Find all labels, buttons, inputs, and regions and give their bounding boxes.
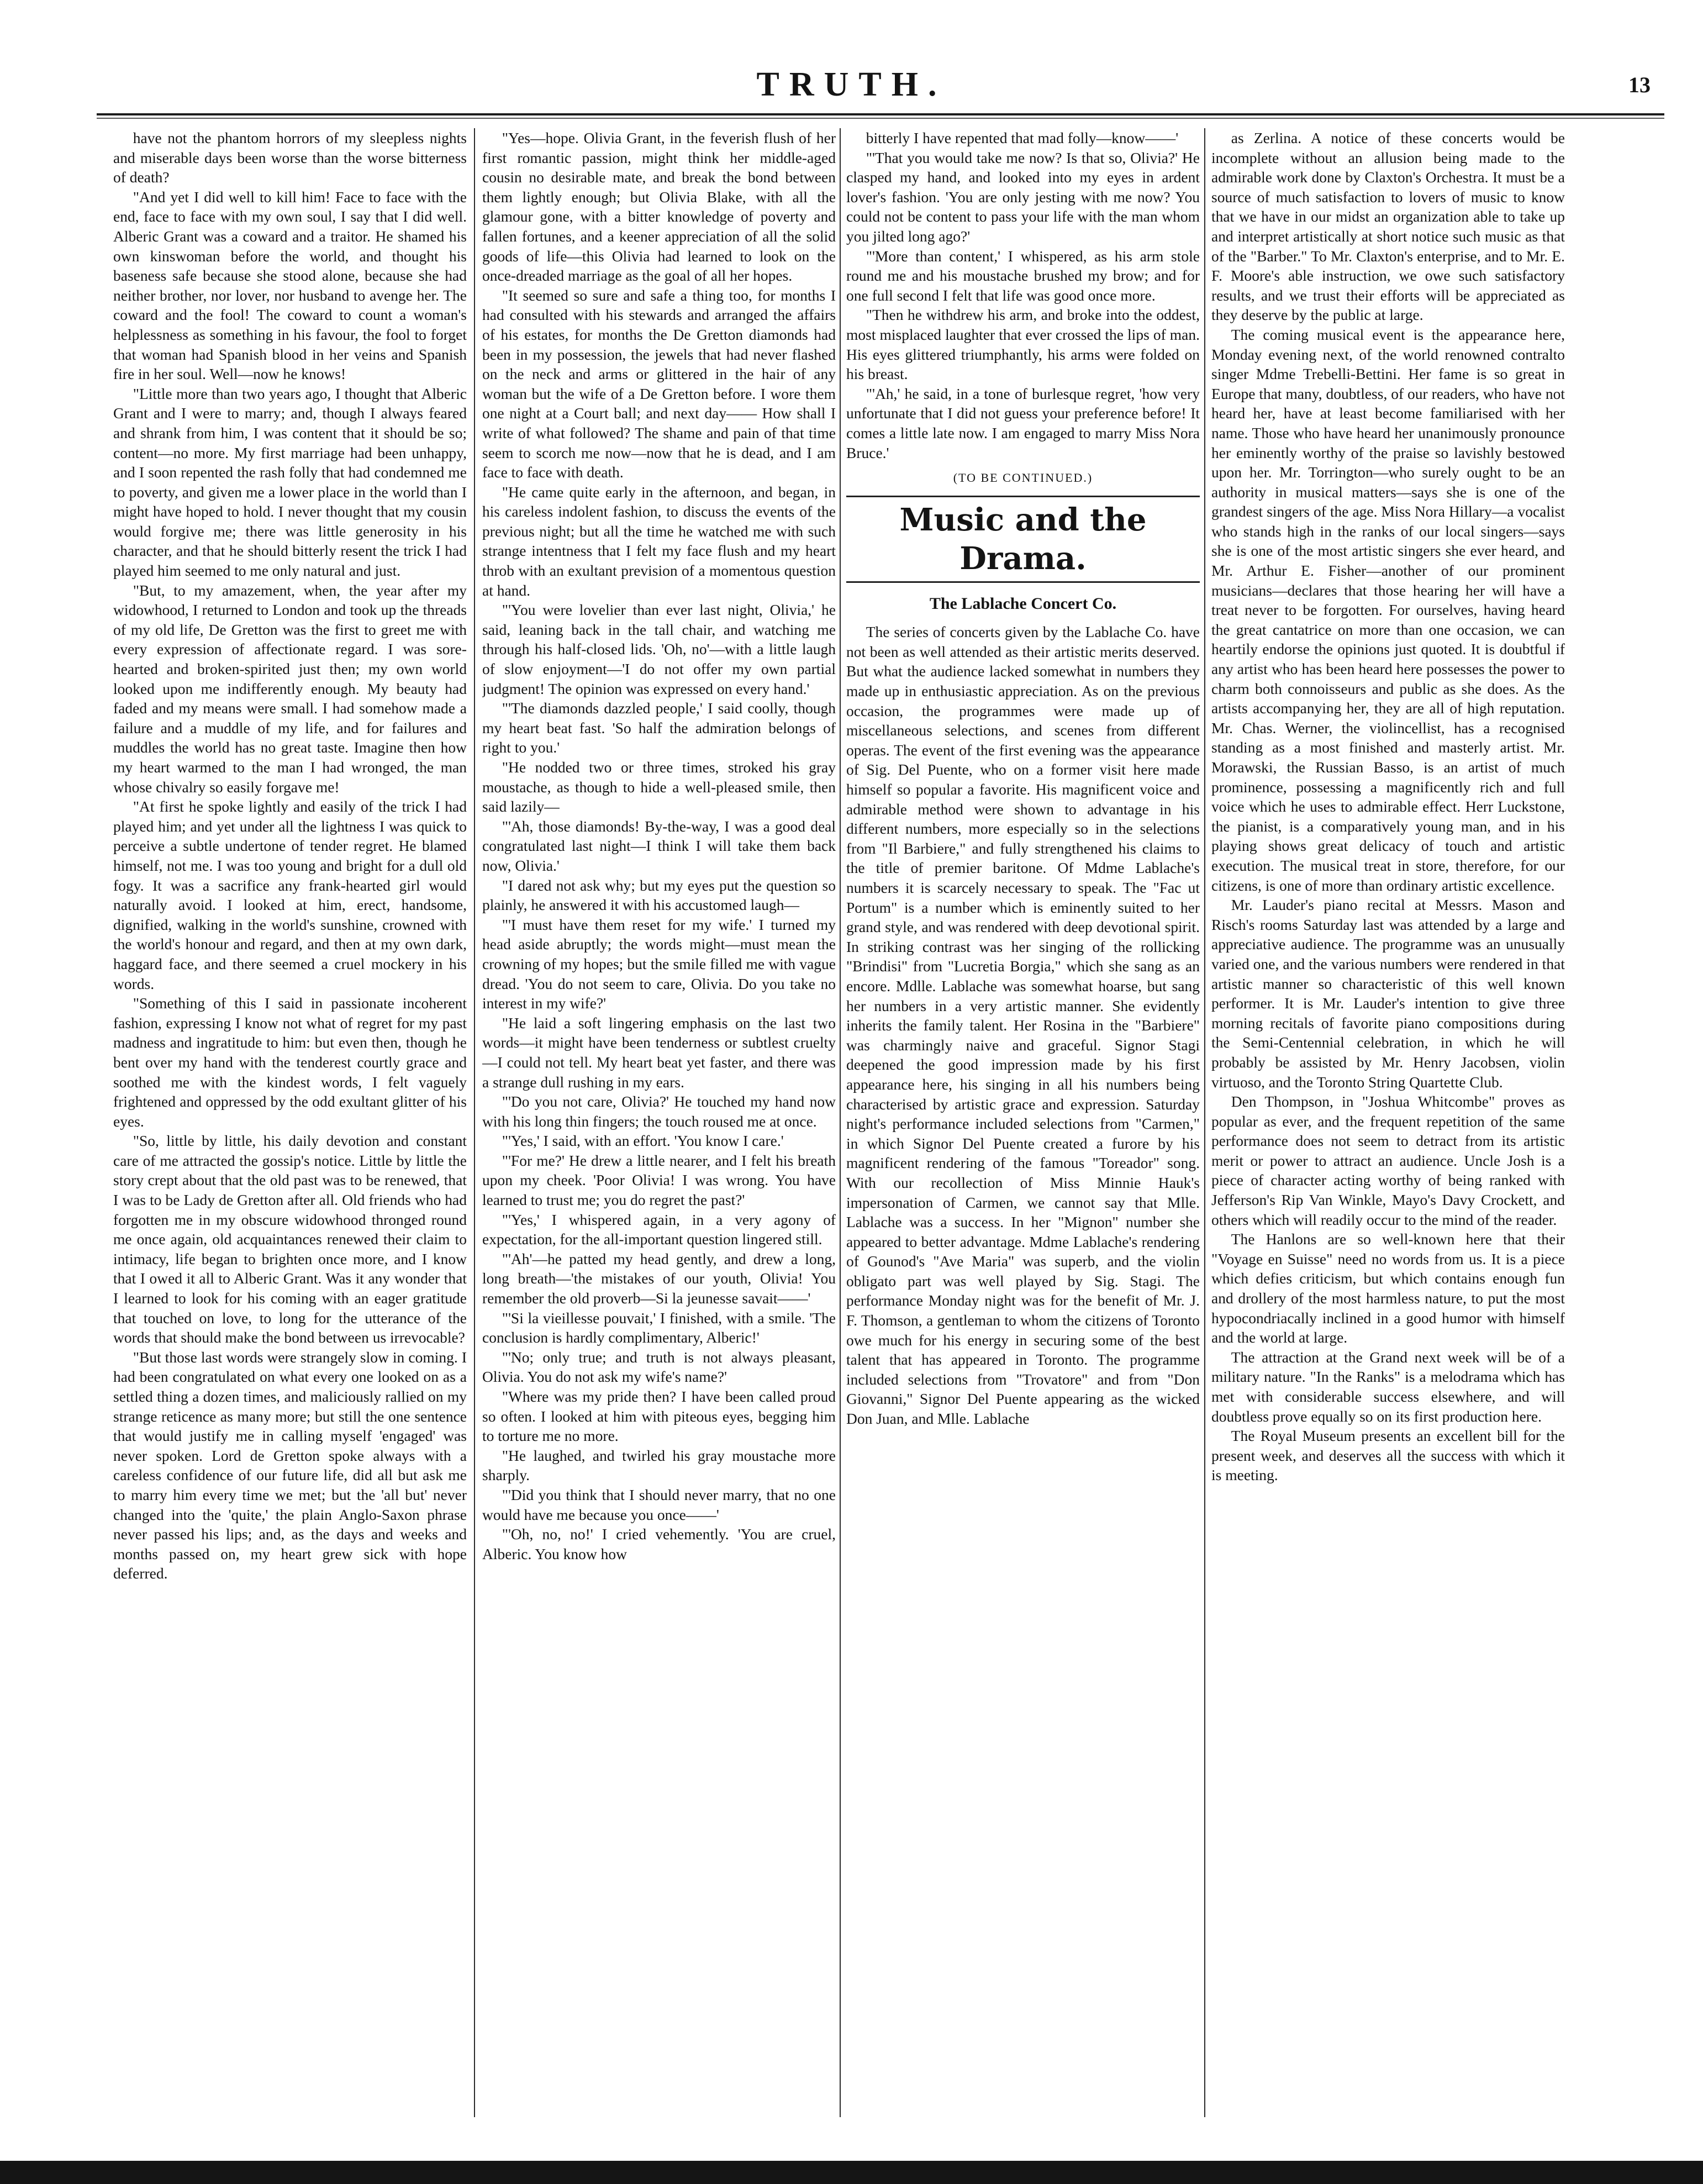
paragraph: "'I must have them reset for my wife.' I turned my head aside abruptly; the words might—must mean the crowning of my hopes; but the smile filled me with vague dread. 'You do not seem to care, Olivia. Do you take no interest in my wife?'	[482, 915, 836, 1012]
column-2	[482, 128, 836, 2117]
paragraph: "And yet I did well to kill him! Face to face with the end, face to face with my own soul, I say that I did well. Alberic Grant was a coward and a traitor. He shamed his own kinswoman before the world, and thought his baseness safe because she stood alone, because she had neither brother, nor lover, nor husband to avenge her. The coward and the fool! The coward to count a woman's helplessness as something in his favour, the fool to forget that woman had Spanish blood in her veins and Spanish fire in her soul. Well—now he knows!	[113, 188, 467, 383]
paragraph: "'Do you not care, Olivia?' He touched my hand now with his long thin fingers; the touch roused me at once.	[482, 1093, 836, 1130]
paragraph: "But those last words were strangely slow in coming. I had been congratulated on what every one looked on as a settled thing a dozen times, and maliciously rallied on my strange reticence as many more; but still the one sentence that would justify me in calling myself 'engaged' was never spoken. Lord de Gretton spoke always with a careless confidence of our future life, did all but ask me to marry him every time we met; but the 'all but' never changed into the 'quite,' the plain Anglo-Saxon phrase never passed his lips; and, as the days and weeks and months passed on, my heart grew sick with hope deferred.	[113, 1348, 467, 1582]
paragraph: "'Si la vieillesse pouvait,' I finished, with a smile. 'The conclusion is hardly complimentary, Alberic!'	[482, 1309, 836, 1346]
page-number: 13	[1628, 72, 1651, 97]
column-1	[113, 128, 467, 2117]
column-divider	[1204, 128, 1205, 2117]
paragraph: as Zerlina. A notice of these concerts would be incomplete without an allusion being made to the admirable work done by Claxton's Orchestra. It must be a source of much satisfaction to lovers of music to know that we have in our midst an organization able to take up and interpret artistically at short notice such music as that of the "Barber." To Mr. Claxton's enterprise, and to Mr. E. F. Moore's able instruction, we owe such satisfactory results, and we trust their efforts will be appreciated as they deserve by the public at large.	[1211, 129, 1565, 324]
masthead: TRUTH.	[756, 66, 947, 103]
paragraph: "He nodded two or three times, stroked his gray moustache, as though to hide a well-pleased smile, then said lazily—	[482, 759, 836, 815]
to-be-continued: (TO BE CONTINUED.)	[953, 471, 1093, 485]
paragraph: "Then he withdrew his arm, and broke into the oddest, most misplaced laughter that ever crossed the lips of man. His eyes glittered triumphantly, his arms were folded on his breast.	[846, 306, 1200, 383]
column-4	[1211, 128, 1565, 2117]
paragraph: Mr. Lauder's piano recital at Messrs. Mason and Risch's rooms Saturday last was attended by a large and appreciative audience. The programme was an unusually varied one, and the various numbers were rendered in that artistic manner so characteristic of this well known performer. It is Mr. Lauder's intention to give three morning recitals of favorite piano compositions during the Semi-Centennial celebration, in which he will probably be assisted by Mr. Henry Jacobsen, violin virtuoso, and the Toronto String Quartette Club.	[1211, 896, 1565, 1091]
paragraph: "'More than content,' I whispered, as his arm stole round me and his moustache brushed my brow; and for one full second I felt that life was good once more.	[846, 247, 1200, 304]
paragraph: bitterly I have repented that mad folly—know——'	[866, 129, 1179, 146]
paragraph: The coming musical event is the appearance here, Monday evening next, of the world renowned contralto singer Mdme Trebelli-Bettini. Her fame is so great in Europe that many, doubtless, of our readers, who have not heard her, have at least become familiarised with her name. Those who have heard her unanimously pronounce her eminently worthy of the praise so lavishly bestowed upon her. Mr. Torrington—who surely ought to be an authority in musical matters—says she is one of the grandest singers of the age. Miss Nora Hillary—a vocalist who stands high in the ranks of our local singers—says she is one of the most artistic singers she ever heard, and Mr. Arthur E. Fisher—another of our prominent musicians—declares that those hearing her will have a treat never to be forgotten. For ourselves, having heard the great cantatrice on more than one occasion, we can heartily endorse the opinions just quoted. It is doubtful if any artist who has been heard here possesses the power to charm both connoisseurs and public as she does. As the artists accompanying her, they are all of high reputation. Mr. Chas. Werner, the violincellist, has a recognised standing as a most finished and masterly artist. Mr. Morawski, the Russian Basso, is an artist of much prominence, possessing a magnificently rich and full voice which he uses to admirable effect. Herr Luckstone, the pianist, is a comparatively young man, and in his playing shows great delicacy of touch and artistic execution. The musical treat in store, therefore, for our citizens, is one of more than ordinary artistic excellence.	[1211, 325, 1565, 894]
paragraph: The Royal Museum presents an excellent bill for the present week, and deserves all the success with which it is meeting.	[1211, 1427, 1565, 1484]
paragraph: "'The diamonds dazzled people,' I said coolly, though my heart beat fast. 'So half the admiration belongs of right to you.'	[482, 699, 836, 756]
paragraph: "So, little by little, his daily devotion and constant care of me attracted the gossip's notice. Little by little the story crept about that the old past was to be renewed, that I was to be Lady de Gretton after all. Old friends who had forgotten me in my obscure widowhood thronged round me once again, old acquaintances renewed their claim to intimacy, life began to brighten once more, and I know that I owed it all to Alberic Grant. Was it any wonder that I learned to look for his coming with an eager gratitude that touched on love, to long for the utterance of the words that should make the bond between us irrevocable?	[113, 1132, 467, 1346]
paragraph: "Where was my pride then? I have been called proud so often. I looked at him with piteous eyes, begging him to torture me no more.	[482, 1388, 836, 1445]
paragraph: The series of concerts given by the Lablache Co. have not been as well attended as their artistic merits deserved. But what the audience lacked somewhat in numbers they made up in enthusiastic appreciation. As on the previous occasion, the programmes were made up of miscellaneous selections, and scenes from different operas. The event of the first evening was the appearance of Sig. Del Puente, who on a former visit here made himself so popular a favorite. His magnificent voice and admirable method were shown to advantage in his different numbers, more especially so in the selections from "Il Barbiere," and fully strengthened his claims to the title of premier baritone. Of Mdme Lablache's numbers it is scarcely necessary to speak. The "Fac ut Portum" is a number which is eminently suited to her grand style, and was rendered with deep devotional spirit. In striking contrast was her singing of the rollicking "Brindisi" from "Lucretia Borgia," which she sang as an encore. Mdlle. Lablache was somewhat hoarse, but sang her numbers in a very artistic manner. She evidently inherits the family talent. Her Rosina in the "Barbiere" was charmingly naive and graceful. Signor Stagi deepened the good impression made by his first appearance here, his singing in all his numbers being characterised by artistic grace and expression. Saturday night's performance included selections from "Carmen," in which Signor Del Puente created a furore by his magnificent rendering of the famous "Toreador" song. With our recollection of Miss Minnie Hauk's impersonation of Carmen, we cannot say that Mlle. Lablache was a success. In her "Mignon" number she appeared to better advantage. Mdme Lablache's rendering of Gounod's "Ave Maria" was superb, and the violin obligato part was well played by Sig. Stagi. The performance Monday night was for the benefit of Mr. J. F. Thomson, a gentleman to whom the citizens of Toronto owe much for his energy in securing some of the best talent that has appeared in Toronto. The programme included selections from "Trovatore" and from "Don Giovanni," Signor Del Puente appearing as the wicked Don Juan, and Mlle. Lablache	[846, 623, 1200, 1428]
paragraph: "'Oh, no, no!' I cried vehemently. 'You are cruel, Alberic. You know how	[482, 1525, 836, 1562]
paragraph: "But, to my amazement, when, the year after my widowhood, I returned to London and took up the threads of my old life, De Gretton was the first to greet me with every expression of affectionate regard. I was sore-hearted and broken-spirited just then; my own world looked upon me indifferently enough. My beauty had faded and my means were small. I had somehow made a failure and a muddle of my life, and for failures and muddles the world has no great taste. Imagine then how my heart warmed to the man I had wronged, the man whose chivalry so easily forgave me!	[113, 581, 467, 796]
page-bottom-border	[0, 2161, 1703, 2184]
section-heading: Music and the Drama.	[846, 496, 1200, 583]
paragraph: "Something of this I said in passionate incoherent fashion, expressing I know not what of regret for my past madness and ingratitude to him: but even then, though he bent over my hand with the tenderest courtly grace and soothed me with the kindest words, I felt vaguely frightened and oppressed by the odd exultant glitter of his eyes.	[113, 994, 467, 1130]
paragraph: "Yes—hope. Olivia Grant, in the feverish flush of her first romantic passion, might think her middle-aged cousin no desirable mate, and break the bond between them lightly enough; but Olivia Blake, with all the glamour gone, with a bitter knowledge of poverty and fallen fortunes, and a keener appreciation of all the solid goods of life—this Olivia had learned to look on the once-dreaded marriage as the goal of all her hopes.	[482, 129, 836, 285]
paragraph: "'That you would take me now? Is that so, Olivia?' He clasped my hand, and looked into my eyes in ardent lover's fashion. 'You are only jesting with me now? You could not be content to pass your life with the man whom you jilted long ago?'	[846, 149, 1200, 245]
paragraph: "'For me?' He drew a little nearer, and I felt his breath upon my cheek. 'Poor Olivia! I was wrong. You have learned to trust me; you do regret the past?'	[482, 1151, 836, 1209]
paragraph: have not the phantom horrors of my sleepless nights and miserable days been worse than the worse bitterness of death?	[113, 129, 467, 186]
paragraph: "'No; only true; and truth is not always pleasant, Olivia. You do not ask my wife's name?'	[482, 1348, 836, 1386]
paragraph: "He laughed, and twirled his gray moustache more sharply.	[482, 1446, 836, 1484]
paragraph: "'Yes,' I whispered again, in a very agony of expectation, for the all-important question lingered still.	[482, 1211, 836, 1248]
paragraph: "'Did you think that I should never marry, that no one would have me because you once——'	[482, 1486, 836, 1523]
header-rule	[97, 113, 1664, 115]
paragraph: The Hanlons are so well-known here that their "Voyage en Suisse" need no words from us. It is a piece which defies criticism, but which contains enough fun and drollery of the most harmless nature, to put the most hypocondriacally inclined in a good humor with himself and the world at large.	[1211, 1230, 1565, 1346]
paragraph: The attraction at the Grand next week will be of a military nature. "In the Ranks" is a melodrama which has met with considerable success elsewhere, and will doubtless prove equally so on its first production here.	[1211, 1348, 1565, 1425]
paragraph: Den Thompson, in "Joshua Whitcombe" proves as popular as ever, and the frequent repetition of the same performance does not seem to detract from its artistic merit or power to attract an audience. Uncle Josh is a piece of character acting worthy of being ranked with Jefferson's Rip Van Winkle, Mayo's Davy Crockett, and others which will readily occur to the mind of the reader.	[1211, 1093, 1565, 1228]
paragraph: "He laid a soft lingering emphasis on the last two words—it might have been tenderness or subtlest cruelty—I could not tell. My heart beat yet faster, and there was a strange dull rushing in my ears.	[482, 1014, 836, 1091]
paragraph: "'Ah,' he said, in a tone of burlesque regret, 'how very unfortunate that I did not guess your preference before! It comes a little late now. I am engaged to marry Miss Nora Bruce.'	[846, 385, 1200, 461]
paragraph: "He came quite early in the afternoon, and began, in his careless indolent fashion, to discuss the events of the previous night; but all the time he watched me with such strange intentness that I felt my face flush and my heart throb with an exultant prevision of a momentous question at hand.	[482, 483, 836, 599]
column-divider	[474, 128, 475, 2117]
column-3	[846, 128, 1200, 2117]
paragraph: "I dared not ask why; but my eyes put the question so plainly, he answered it with his accustomed laugh—	[482, 876, 836, 914]
paragraph: "Little more than two years ago, I thought that Alberic Grant and I were to marry; and, though I always feared and shrank from him, I was content that it should be so; content—no more. My first marriage had been unhappy, and I soon repented the rash folly that had condemned me to poverty, and given me a lower place in the world than I might have hoped to hold. I never thought that my cousin would forgive me; there was little generosity in his character, and that he should bitterly resent the trick I had played him seemed to me only natural and just.	[113, 385, 467, 580]
paragraph: "It seemed so sure and safe a thing too, for months I had consulted with his stewards and arranged the affairs of his estates, for months the De Gretton diamonds had been in my possession, the jewels that had never flashed on the neck and arms or glittered in the hair of any woman but the wife of a De Gretton before. I wore them one night at a Court ball; and next day—— How shall I write of what followed? The shame and pain of that time seem to scorch me now—now that he is dead, and I am face to face with death.	[482, 286, 836, 481]
header-rule-thin	[97, 118, 1664, 119]
paragraph: "'Yes,' I said, with an effort. 'You know I care.'	[502, 1132, 784, 1150]
column-divider	[840, 128, 841, 2117]
paragraph: "'Ah, those diamonds! By-the-way, I was a good deal congratulated last night—I think I will take them back now, Olivia.'	[482, 817, 836, 874]
article-subheading: The Lablache Concert Co.	[929, 594, 1117, 613]
paragraph: "At first he spoke lightly and easily of the trick I had played him; and yet under all the lightness I was quick to perceive a subtle undertone of tender regret. He blamed himself, not me. I was too young and bright for a dull old fogy. It was a sacrifice any frank-hearted girl would naturally avoid. I looked at him, erect, handsome, dignified, walking in the world's sunshine, crowned with the world's honour and regard, and then at my own dark, haggard face, and there seemed a cruel mockery in his words.	[113, 798, 467, 992]
paragraph: "'You were lovelier than ever last night, Olivia,' he said, leaning back in the tall chair, and watching me through his half-closed lids. 'Oh, no'—with a little laugh of slow enjoyment—'I do not offer my own partial judgment! The opinion was expressed on every hand.'	[482, 601, 836, 697]
paragraph: "'Ah'—he patted my head gently, and drew a long, long breath—'the mistakes of our youth, Olivia! You remember the old proverb—Si la jeunesse savait——'	[482, 1250, 836, 1307]
